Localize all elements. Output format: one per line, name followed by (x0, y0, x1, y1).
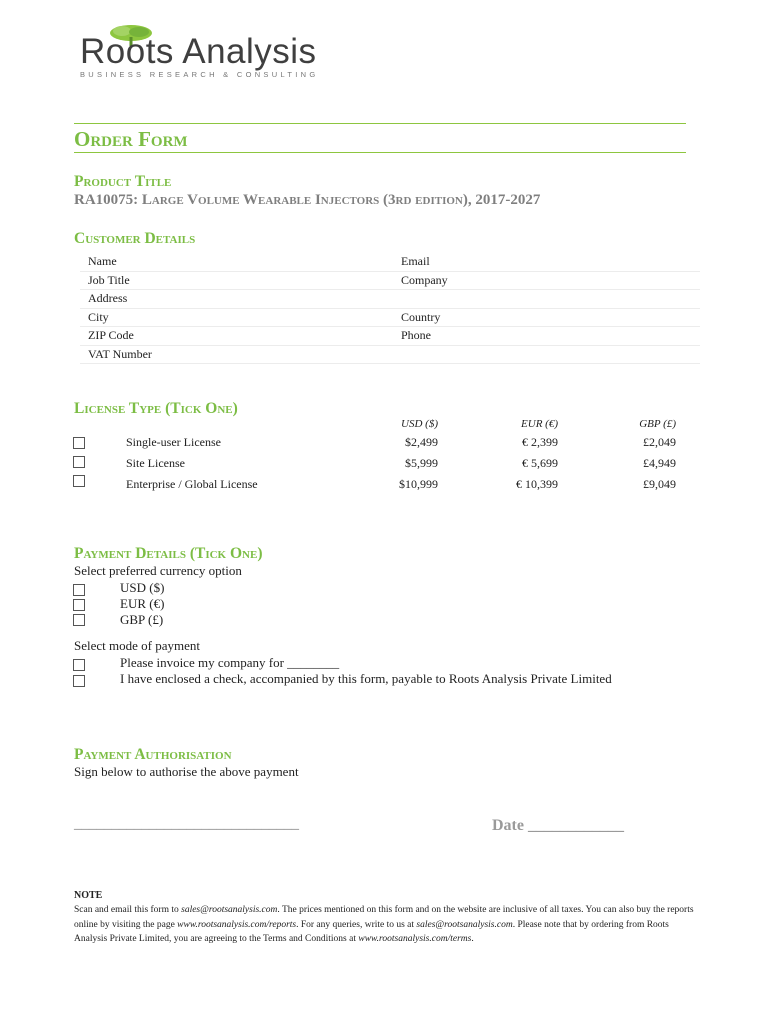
note-email-link[interactable]: sales@rootsanalysis.com (181, 905, 278, 915)
license-name-site: Site License (126, 456, 185, 470)
customer-field-job-title[interactable]: Job Title (88, 272, 130, 287)
currency-header-eur: EUR (€) (521, 418, 558, 430)
price-site-usd: $5,999 (405, 456, 438, 470)
note-part: . The prices mentioned on this form and on the website are inclusive of all taxes. You can also buy the reports online by visiting the page (74, 905, 694, 930)
note-terms-link[interactable]: www.rootsanalysis.com/terms (358, 934, 472, 944)
currency-header-gbp: GBP (£) (639, 418, 676, 430)
customer-field-email[interactable]: Email (401, 254, 430, 268)
note-part: . Please note that by ordering from Roots Analysis Private Limited, you are agreeing to the Terms and Conditions at (74, 919, 669, 944)
license-name-enterprise: Enterprise / Global License (126, 477, 258, 491)
title-rule-bottom (74, 152, 686, 153)
payment-heading: Payment Details (Tick One) (74, 545, 263, 562)
currency-checkbox-eur[interactable] (73, 599, 85, 611)
license-checkbox-single[interactable] (73, 437, 85, 449)
currency-prompt: Select preferred currency option (74, 563, 242, 578)
license-checkbox-enterprise[interactable] (73, 475, 85, 487)
currency-option-usd: USD ($) (120, 580, 165, 595)
currency-option-eur: EUR (€) (120, 596, 165, 611)
currency-option-gbp: GBP (£) (120, 612, 164, 627)
currency-header-usd: USD ($) (401, 418, 438, 430)
license-name-single: Single-user License (126, 435, 221, 449)
customer-field-company[interactable]: Company (401, 272, 448, 287)
mode-prompt: Select mode of payment (74, 638, 200, 653)
customer-field-zip[interactable]: ZIP Code (88, 328, 134, 342)
note-reports-link[interactable]: www.rootsanalysis.com/reports (177, 919, 297, 930)
logo-tagline: BUSINESS RESEARCH & CONSULTING (80, 70, 319, 79)
price-enterprise-usd: $10,999 (399, 477, 438, 491)
currency-checkbox-usd[interactable] (73, 584, 85, 596)
note-part: . (471, 934, 474, 944)
mode-option-invoice: Please invoice my company for ________ (120, 655, 340, 670)
price-single-gbp: £2,049 (643, 435, 676, 449)
signature-line[interactable]: ______________________________ (74, 816, 299, 832)
price-single-usd: $2,499 (405, 435, 438, 449)
note-part: Scan and email this form to (74, 905, 182, 915)
customer-details-table (80, 253, 700, 364)
license-heading: License Type (Tick One) (74, 400, 238, 417)
license-checkbox-site[interactable] (73, 456, 85, 468)
customer-field-phone[interactable]: Phone (401, 328, 431, 342)
authorisation-text: Sign below to authorise the above payment (74, 764, 299, 779)
customer-row (80, 327, 700, 346)
customer-field-country[interactable]: Country (401, 309, 441, 324)
price-single-eur: € 2,399 (522, 435, 558, 449)
price-site-gbp: £4,949 (643, 456, 676, 470)
customer-heading: Customer Details (74, 230, 196, 247)
customer-field-name[interactable]: Name (88, 254, 117, 268)
customer-row (80, 272, 700, 291)
customer-field-city[interactable]: City (88, 309, 109, 324)
date-field[interactable]: Date ____________ (492, 817, 624, 834)
product-heading: Product Title (74, 173, 172, 190)
price-enterprise-gbp: £9,049 (643, 477, 676, 491)
product-title: RA10075: Large Volume Wearable Injectors (3rd edition), 2017-2027 (74, 192, 541, 208)
customer-row (80, 346, 700, 365)
note-text (74, 903, 694, 947)
authorisation-heading: Payment Authorisation (74, 746, 232, 763)
note-heading: NOTE (74, 890, 103, 901)
mode-checkbox-check[interactable] (73, 675, 85, 687)
note-email-link[interactable]: sales@rootsanalysis.com (416, 919, 513, 930)
form-title: Order Form (74, 127, 188, 151)
customer-row (80, 309, 700, 328)
customer-field-address[interactable]: Address (88, 291, 128, 305)
currency-checkbox-gbp[interactable] (73, 614, 85, 626)
logo-wordmark: Roots Analysis (80, 32, 317, 71)
price-site-eur: € 5,699 (522, 456, 558, 470)
customer-field-vat[interactable]: VAT Number (88, 346, 152, 361)
price-enterprise-eur: € 10,399 (516, 477, 558, 491)
customer-row (80, 253, 700, 272)
mode-checkbox-invoice[interactable] (73, 659, 85, 671)
customer-row (80, 290, 700, 309)
mode-option-check: I have enclosed a check, accompanied by this form, payable to Roots Analysis Private Limited (120, 671, 612, 686)
title-rule-top (74, 123, 686, 124)
note-part: . For any queries, write to us at (296, 919, 417, 930)
